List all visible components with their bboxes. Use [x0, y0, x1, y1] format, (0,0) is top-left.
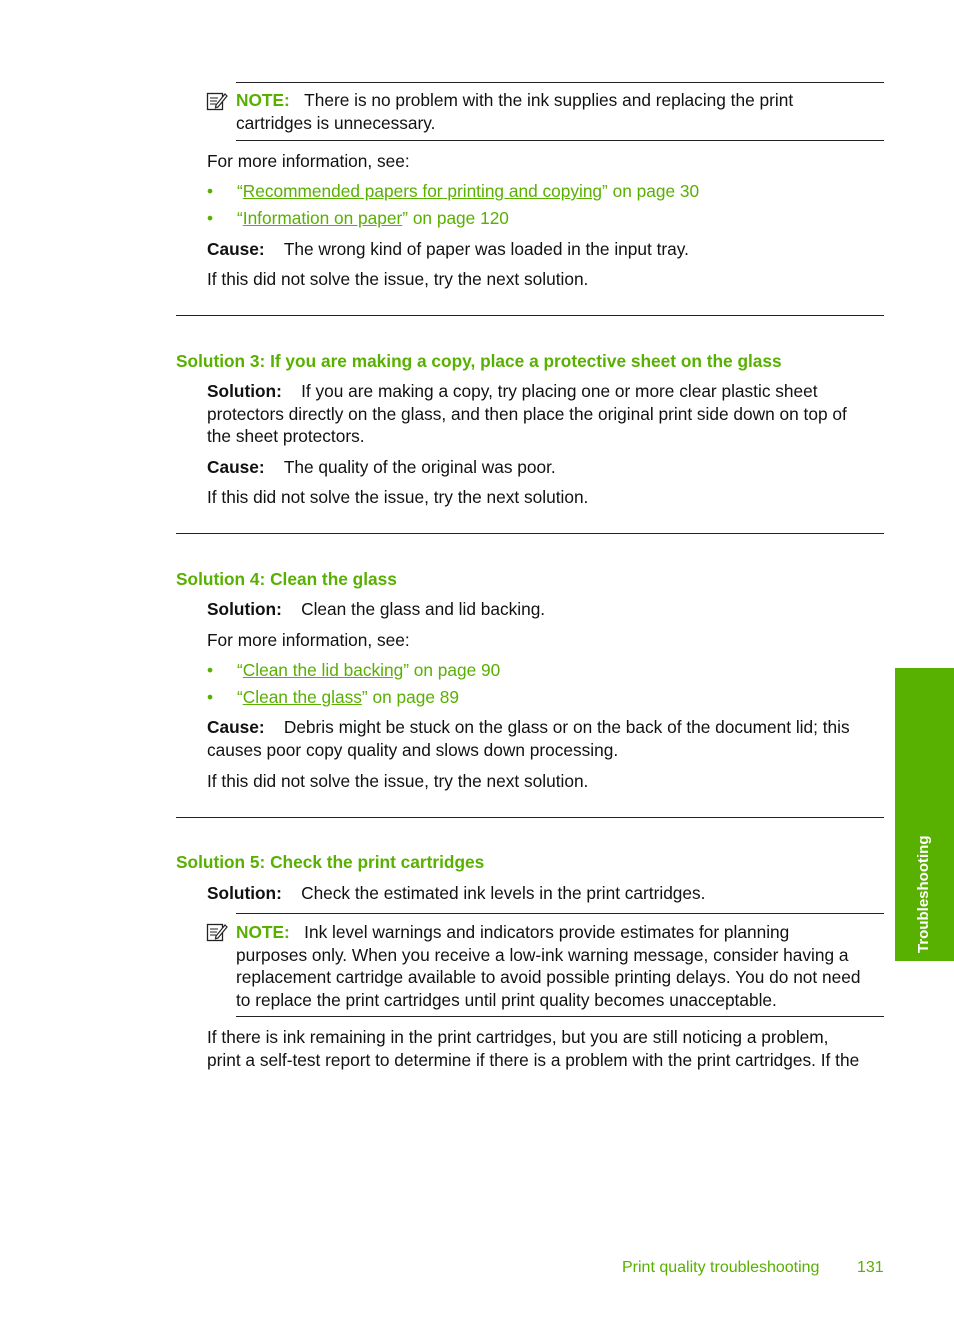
section-divider	[176, 533, 884, 534]
note-text	[236, 921, 886, 944]
solution-text: the sheet protectors.	[207, 426, 365, 446]
section-divider	[176, 315, 884, 316]
cause-text: Debris might be stuck on the glass or on the back of the document lid; this	[283, 717, 850, 737]
cause-label: Cause:	[207, 239, 265, 259]
note-line: There is no problem with the ink supplies and replacing the print	[304, 90, 794, 110]
link-recommended-papers[interactable]: Recommended papers for printing and copying	[242, 181, 603, 201]
footer-section-title: Print quality troubleshooting	[622, 1259, 820, 1276]
note-line: Ink level warnings and indicators provide estimates for planning	[304, 922, 790, 942]
solution-4-heading: Solution 4: Clean the glass	[176, 569, 397, 589]
chapter-tab-label: Troubleshooting	[915, 835, 932, 953]
note-label: NOTE:	[236, 922, 290, 942]
page-ref: on page 89	[367, 687, 459, 707]
paragraph-line: print a self-test report to determine if there is a problem with the print cartridges. If the	[207, 1050, 860, 1070]
note-line: purposes only. When you receive a low-ink warning message, consider having a	[236, 945, 849, 965]
bullet-dot: •	[207, 660, 214, 680]
note-pencil-icon	[206, 921, 228, 943]
page-ref: on page 30	[607, 181, 700, 201]
solution-text: Clean the glass and lid backing.	[301, 599, 546, 619]
note-label: NOTE:	[236, 90, 290, 110]
page-number: 131	[857, 1259, 884, 1276]
bullet-dot: •	[207, 181, 214, 201]
cause-text: causes poor copy quality and slows down processing.	[207, 740, 619, 760]
cause-paragraph	[207, 716, 850, 739]
next-solution-text: If this did not solve the issue, try the next solution.	[207, 487, 589, 507]
list-item: “Clean the glass” on page 89	[237, 687, 459, 707]
cause-paragraph	[207, 238, 689, 261]
note-text	[236, 89, 886, 112]
note-line: to replace the print cartridges until print quality becomes unacceptable.	[236, 990, 777, 1010]
list-item: “Information on paper” on page 120	[237, 208, 509, 228]
note-line: replacement cartridge available to avoid possible printing delays. You do not need	[236, 967, 861, 987]
cause-paragraph	[207, 456, 556, 479]
solution-3-heading: Solution 3: If you are making a copy, place a protective sheet on the glass	[176, 351, 782, 371]
solution-paragraph	[207, 380, 818, 403]
solution-paragraph	[207, 882, 705, 905]
link-clean-glass[interactable]: Clean the glass	[242, 687, 362, 707]
list-item: “Recommended papers for printing and copying” on page 30	[237, 181, 700, 201]
note-top-rule	[236, 82, 884, 83]
cause-label: Cause:	[207, 457, 265, 477]
page-ref: on page 90	[408, 660, 501, 680]
section-divider	[176, 817, 884, 818]
solution-text: protectors directly on the glass, and then place the original print side down on top of	[207, 404, 847, 424]
for-more-info: For more information, see:	[207, 630, 410, 650]
solution-label: Solution:	[207, 883, 282, 903]
note-bottom-rule	[236, 1016, 884, 1017]
cause-text: The wrong kind of paper was loaded in the input tray.	[283, 239, 689, 259]
solution-text: Check the estimated ink levels in the print cartridges.	[301, 883, 706, 903]
solution-paragraph	[207, 598, 545, 621]
note-pencil-icon	[206, 90, 228, 112]
page-ref: on page 120	[408, 208, 509, 228]
chapter-side-tab	[895, 668, 954, 961]
solution-label: Solution:	[207, 381, 282, 401]
cause-text: The quality of the original was poor.	[283, 457, 556, 477]
note-text: cartridges is unnecessary.	[236, 113, 436, 133]
link-clean-lid-backing[interactable]: Clean the lid backing	[242, 660, 404, 680]
list-item: “Clean the lid backing” on page 90	[237, 660, 501, 680]
solution-label: Solution:	[207, 599, 282, 619]
bullet-dot: •	[207, 208, 214, 228]
note-top-rule	[236, 913, 884, 914]
bullet-dot: •	[207, 687, 214, 707]
solution-text: If you are making a copy, try placing one or more clear plastic sheet	[301, 381, 818, 401]
solution-5-heading: Solution 5: Check the print cartridges	[176, 852, 485, 872]
paragraph-line: If there is ink remaining in the print cartridges, but you are still noticing a problem,	[207, 1027, 829, 1047]
note-bottom-rule	[236, 140, 884, 141]
cause-label: Cause:	[207, 717, 265, 737]
link-information-on-paper[interactable]: Information on paper	[242, 208, 403, 228]
next-solution-text: If this did not solve the issue, try the next solution.	[207, 771, 589, 791]
for-more-info: For more information, see:	[207, 151, 410, 171]
next-solution-text: If this did not solve the issue, try the next solution.	[207, 269, 589, 289]
